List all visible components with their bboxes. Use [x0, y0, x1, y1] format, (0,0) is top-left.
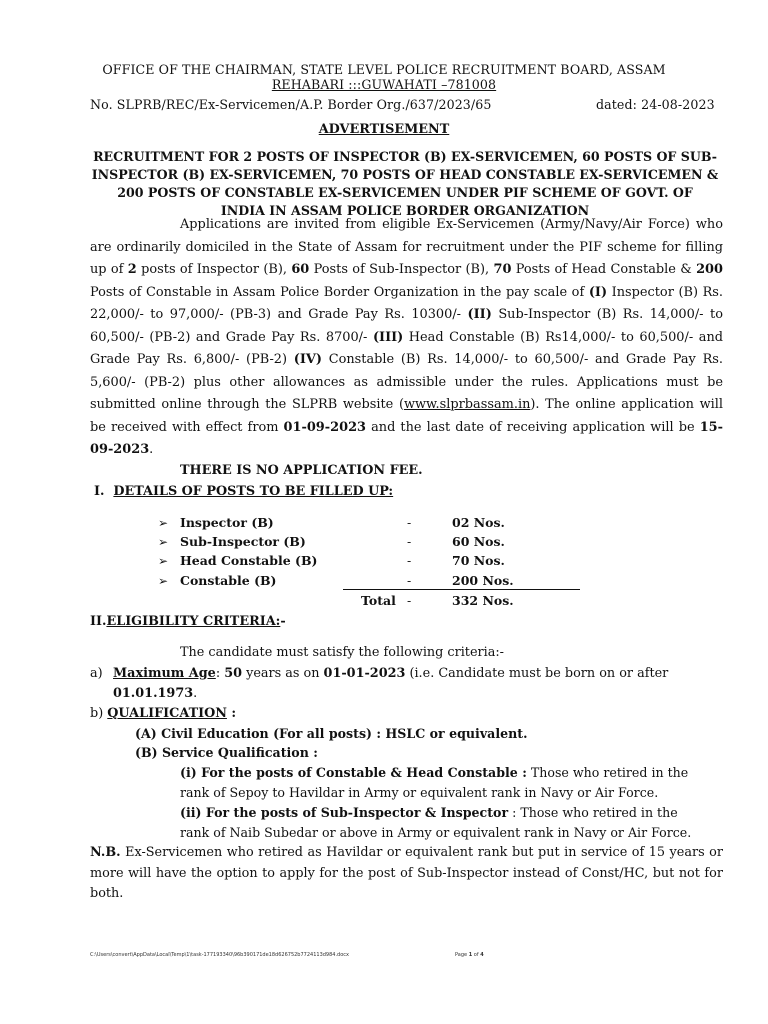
start-date: 01-09-2023 [283, 419, 367, 435]
section-2-heading: II.ELIGIBILITY CRITERIA:- [90, 614, 286, 629]
criteria-intro: The candidate must satisfy the following criteria:- [180, 645, 505, 660]
recruitment-title [80, 148, 730, 220]
arrow-bullet-icon: ➢ [158, 535, 169, 549]
title-line: INDIA IN ASSAM POLICE BORDER ORGANIZATION [220, 203, 590, 218]
page-number: Page 1 of 4 [455, 952, 484, 958]
qualification-i: (i) For the posts of Constable & Head Constable : Those who retired in the [180, 765, 689, 780]
nb-note: N.B. Ex-Servicemen who retired as Havildar or equivalent rank but put in service of 15 years or more will have the option to apply for the post of Sub-Inspector instead of Const/HC, but not for both. [90, 845, 723, 901]
document-page: OFFICE OF THE CHAIRMAN, STATE LEVEL POLICE RECRUITMENT BOARD, ASSAM REHABARI :::GUWAHATI –781008 No. SLPRB/REC/Ex-Servicemen/A.P. Border Org./637/2023/65 dated: 24-08-2023 ADVERTISEMENT RECRUITMENT FOR 2 POSTS OF INSPECTOR (B) EX-SERVICEMEN, 60 POSTS OF SUB- INSPECTOR (B) EX-SERVICEMEN, 70 POSTS OF HEAD CONSTABLE EX-SERVICEMEN & 200 POSTS OF CONSTABLE EX-SERVICEMEN UNDER PIF SCHEME OF GOVT. OF INDIA IN ASSAM POLICE BORDER ORGANIZATION Applications are invited from eligible Ex-Servicemen (Army/Navy/Air Force) who are ordinarily domiciled in the State of Assam for recruitment under the PIF scheme for filling up of 2 posts of Inspector (B), 60 Posts of Sub-Inspector (B), 70 Posts of Head Constable & 200 Posts of Constable in Assam Police Border Organization in the pay scale of (I) Inspector (B) Rs. 22,000/- to 97,000/- (PB-3) and Grade Pay Rs. 10300/- (II) Sub-Inspector (B) Rs. 14,000/- to 60,500/- (PB-2) and Grade Pay Rs. 8700/- (III) Head Constable (B) Rs14,000/- to 60,500/- and Grade Pay Rs. 6,800/- (PB-2) (IV) Constable (B) Rs. 14,000/- to 60,500/- and Grade Pay Rs. 5,600/- (PB-2) plus other allowances as admissible under the rules. Applications must be submitted online through the SLPRB website (www.slprbassam.in). The online application will be received with effect from 01-09-2023 and the last date of receiving application will be 15-09-2023. THERE IS NO APPLICATION FEE. I. DETAILS OF POSTS TO BE FILLED UP: ➢ Inspector (B) - 02 Nos. ➢ Sub-Inspector (B) - 60 Nos. ➢ Head Constable (B) - 70 Nos. ➢ Constable (B) - 200 Nos. Total - 332 Nos. II.ELIGIBILITY CRITERIA:- The candidate must satisfy the following criteria:- a) Maximum Age: 50 years as on 01-01-2023 (i.e. Candidate must be born on or after 01.01.1973. b) QUALIFICATION : (A) Civil Education (For all posts) : HSLC or equivalent. (B) Service Qualification : (i) For the posts of Constable & Head Constable : Those who retired in the rank of Sepoy to Havildar in Army or equivalent rank in Navy or Air Force. (ii) For the posts of Sub-Inspector & Inspector : Those who retired in the rank of Naib Subedar or above in Army or equivalent rank in Navy or Air Force. N.B. Ex-Servicemen who retired as Havildar or equivalent rank but put in service of 15 years or more will have the option to apply for the post of Sub-Inspector instead of Const/HC, but not for both. C:\Users\convert\AppData\Local\Temp\1\task-177193340\96b390171de18d626752b7724113d984.docx Page 1 of 4 [0, 0, 768, 1024]
address-line: REHABARI :::GUWAHATI –781008 [271, 77, 497, 92]
office-line: OFFICE OF THE CHAIRMAN, STATE LEVEL POLICE RECRUITMENT BOARD, ASSAM [102, 62, 666, 77]
reference-number: No. SLPRB/REC/Ex-Servicemen/A.P. Border Org./637/2023/65 [90, 97, 492, 112]
end-date: 15-09-2023 [90, 419, 723, 457]
intro-paragraph: Applications are invited from eligible Ex-Servicemen (Army/Navy/Air Force) who are ordinarily domiciled in the State of Assam for recruitment under the PIF scheme for filling up of 2 posts of Inspector (B), 60 Posts of Sub-Inspector (B), 70 Posts of Head Constable & 200 Posts of Constable in Assam Police Border Organization in the pay scale of (I) Inspector (B) Rs. 22,000/- to 97,000/- (PB-3) and Grade Pay Rs. 10300/- (II) Sub-Inspector (B) Rs. 14,000/- to 60,500/- (PB-2) and Grade Pay Rs. 8700/- (III) Head Constable (B) Rs14,000/- to 60,500/- and Grade Pay Rs. 6,800/- (PB-2) (IV) Constable (B) Rs. 14,000/- to 60,500/- and Grade Pay Rs. 5,600/- (PB-2) plus other allowances as admissible under the rules. Applications must be submitted online through the SLPRB website (www.slprbassam.in). The online application will be received with effect from 01-09-2023 and the last date of receiving application will be 15-09-2023. [90, 217, 723, 457]
title-line: 200 POSTS OF CONSTABLE EX-SERVICEMEN UNDER PIF SCHEME OF GOVT. OF [117, 185, 693, 200]
total-divider [343, 589, 580, 590]
website-link[interactable]: www.slprbassam.in [403, 397, 531, 412]
section-1-heading: I. DETAILS OF POSTS TO BE FILLED UP: [94, 484, 394, 499]
advertisement-heading: ADVERTISEMENT [318, 122, 450, 137]
maximum-age-line: a) Maximum Age: 50 years as on 01-01-2023 (i.e. Candidate must be born on or after [90, 666, 669, 681]
arrow-bullet-icon: ➢ [158, 574, 169, 588]
civil-education: (A) Civil Education (For all posts) : HSLC or equivalent. [135, 726, 528, 741]
service-qualification: (B) Service Qualification : [135, 745, 318, 760]
title-line: INSPECTOR (B) EX-SERVICEMEN, 70 POSTS OF HEAD CONSTABLE EX-SERVICEMEN & [91, 167, 719, 182]
no-fee-notice: THERE IS NO APPLICATION FEE. [180, 463, 423, 478]
date-line: dated: 24-08-2023 [596, 97, 715, 112]
dob-cutoff: 01.01.1973 [113, 686, 194, 701]
qualification-ii: (ii) For the posts of Sub-Inspector & Inspector : Those who retired in the [180, 805, 678, 820]
qualification-heading: b) QUALIFICATION : [90, 706, 237, 721]
title-line: RECRUITMENT FOR 2 POSTS OF INSPECTOR (B) EX-SERVICEMEN, 60 POSTS OF SUB- [93, 149, 717, 164]
footer-file-path: C:\Users\convert\AppData\Local\Temp\1\task-177193340\96b390171de18d626752b7724113d984.docx [90, 952, 349, 958]
arrow-bullet-icon: ➢ [158, 554, 169, 568]
arrow-bullet-icon: ➢ [158, 516, 169, 530]
